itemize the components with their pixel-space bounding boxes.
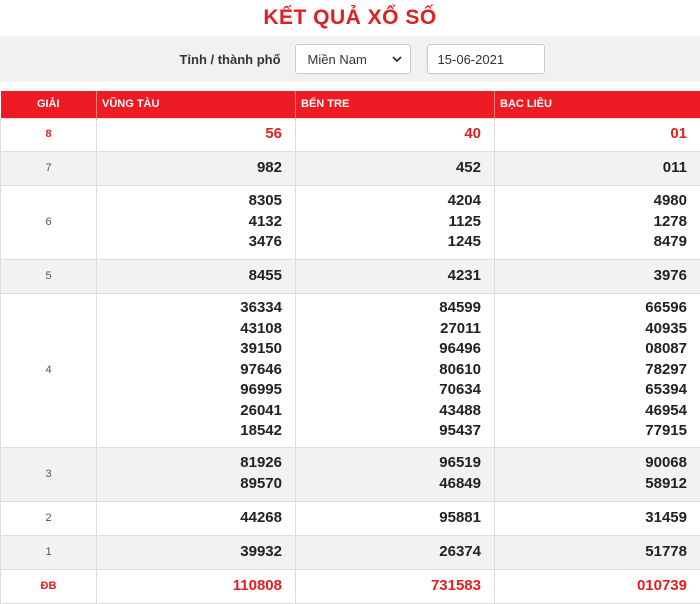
result-number: 4231 [296,266,481,287]
result-cell-vung-tau [97,569,296,603]
result-number: 731583 [296,576,481,597]
table-row [1,535,700,569]
result-cell-vung-tau [97,447,296,501]
prize-cell: 4 [1,293,97,447]
table-row [1,185,700,259]
result-number: 26374 [296,542,481,563]
result-number: 011 [495,158,687,179]
result-number: 3476 [97,232,282,253]
prize-cell: 2 [1,501,97,535]
result-cell-bac-lieu [495,118,700,151]
result-number: 1245 [296,232,481,253]
table-row [1,569,700,603]
result-number: 51778 [495,542,687,563]
chevron-down-icon [390,52,404,66]
result-number: 96519 [296,453,481,474]
result-cell-bac-lieu [495,447,700,501]
result-number: 4204 [296,191,481,212]
result-cell-bac-lieu [495,535,700,569]
table-row [1,501,700,535]
date-value: 15-06-2021 [438,52,505,67]
result-number: 40 [296,124,481,145]
result-number: 01 [495,124,687,145]
result-number: 70634 [296,380,481,401]
result-number: 89570 [97,474,282,495]
result-number: 36334 [97,298,282,319]
result-number: 1278 [495,212,687,233]
result-cell-bac-lieu [495,185,700,259]
result-cell-ben-tre [296,185,495,259]
result-number: 44268 [97,508,282,529]
result-cell-vung-tau [97,118,296,151]
result-cell-bac-lieu [495,259,700,293]
result-number: 31459 [495,508,687,529]
result-number: 982 [97,158,282,179]
result-cell-bac-lieu [495,569,700,603]
header-vung-tau: VŨNG TÀU [97,91,296,118]
date-input[interactable] [427,44,545,74]
prize-cell: 5 [1,259,97,293]
result-cell-vung-tau [97,151,296,185]
results-body [1,118,700,603]
result-number: 78297 [495,360,687,381]
table-header-row [1,91,700,118]
result-number: 84599 [296,298,481,319]
result-number: 46954 [495,401,687,422]
result-cell-vung-tau [97,293,296,447]
result-cell-ben-tre [296,118,495,151]
result-number: 010739 [495,576,687,597]
result-number: 43488 [296,401,481,422]
result-number: 1125 [296,212,481,233]
result-cell-ben-tre [296,447,495,501]
result-number: 8455 [97,266,282,287]
prize-cell: 6 [1,185,97,259]
result-number: 56 [97,124,282,145]
result-number: 97646 [97,360,282,381]
result-cell-bac-lieu [495,501,700,535]
result-number: 26041 [97,401,282,422]
table-row [1,293,700,447]
result-number: 96995 [97,380,282,401]
result-number: 8305 [97,191,282,212]
prize-cell: 8 [1,118,97,151]
result-number: 18542 [97,421,282,442]
result-number: 452 [296,158,481,179]
result-cell-vung-tau [97,501,296,535]
result-cell-vung-tau [97,185,296,259]
result-number: 3976 [495,266,687,287]
page-title: KẾT QUẢ XỔ SỐ [0,0,700,36]
result-number: 08087 [495,339,687,360]
table-row [1,447,700,501]
result-cell-ben-tre [296,501,495,535]
result-cell-ben-tre [296,259,495,293]
table-row [1,118,700,151]
result-cell-ben-tre [296,293,495,447]
result-number: 96496 [296,339,481,360]
header-prize: GIẢI [1,91,97,118]
result-cell-ben-tre [296,535,495,569]
result-cell-ben-tre [296,569,495,603]
result-number: 39150 [97,339,282,360]
prize-cell: 7 [1,151,97,185]
results-table [0,91,700,604]
result-number: 4980 [495,191,687,212]
prize-cell: 3 [1,447,97,501]
result-number: 80610 [296,360,481,381]
region-select-value: Miền Nam [308,52,367,67]
result-number: 40935 [495,319,687,340]
result-number: 77915 [495,421,687,442]
result-number: 90068 [495,453,687,474]
result-cell-vung-tau [97,259,296,293]
result-cell-vung-tau [97,535,296,569]
result-number: 95437 [296,421,481,442]
result-cell-ben-tre [296,151,495,185]
result-number: 8479 [495,232,687,253]
region-select[interactable] [295,44,411,74]
result-number: 66596 [495,298,687,319]
result-number: 39932 [97,542,282,563]
result-cell-bac-lieu [495,293,700,447]
prize-cell: 1 [1,535,97,569]
province-label: Tỉnh / thành phố [179,52,280,67]
table-row [1,151,700,185]
result-number: 43108 [97,319,282,340]
result-number: 27011 [296,319,481,340]
header-ben-tre: BẾN TRE [296,91,495,118]
result-cell-bac-lieu [495,151,700,185]
result-number: 110808 [97,576,282,597]
result-number: 81926 [97,453,282,474]
result-number: 58912 [495,474,687,495]
filter-bar [0,36,700,82]
result-number: 95881 [296,508,481,529]
result-number: 4132 [97,212,282,233]
header-bac-lieu: BẠC LIÊU [495,91,700,118]
result-number: 65394 [495,380,687,401]
prize-cell: ĐB [1,569,97,603]
result-number: 46849 [296,474,481,495]
table-row [1,259,700,293]
